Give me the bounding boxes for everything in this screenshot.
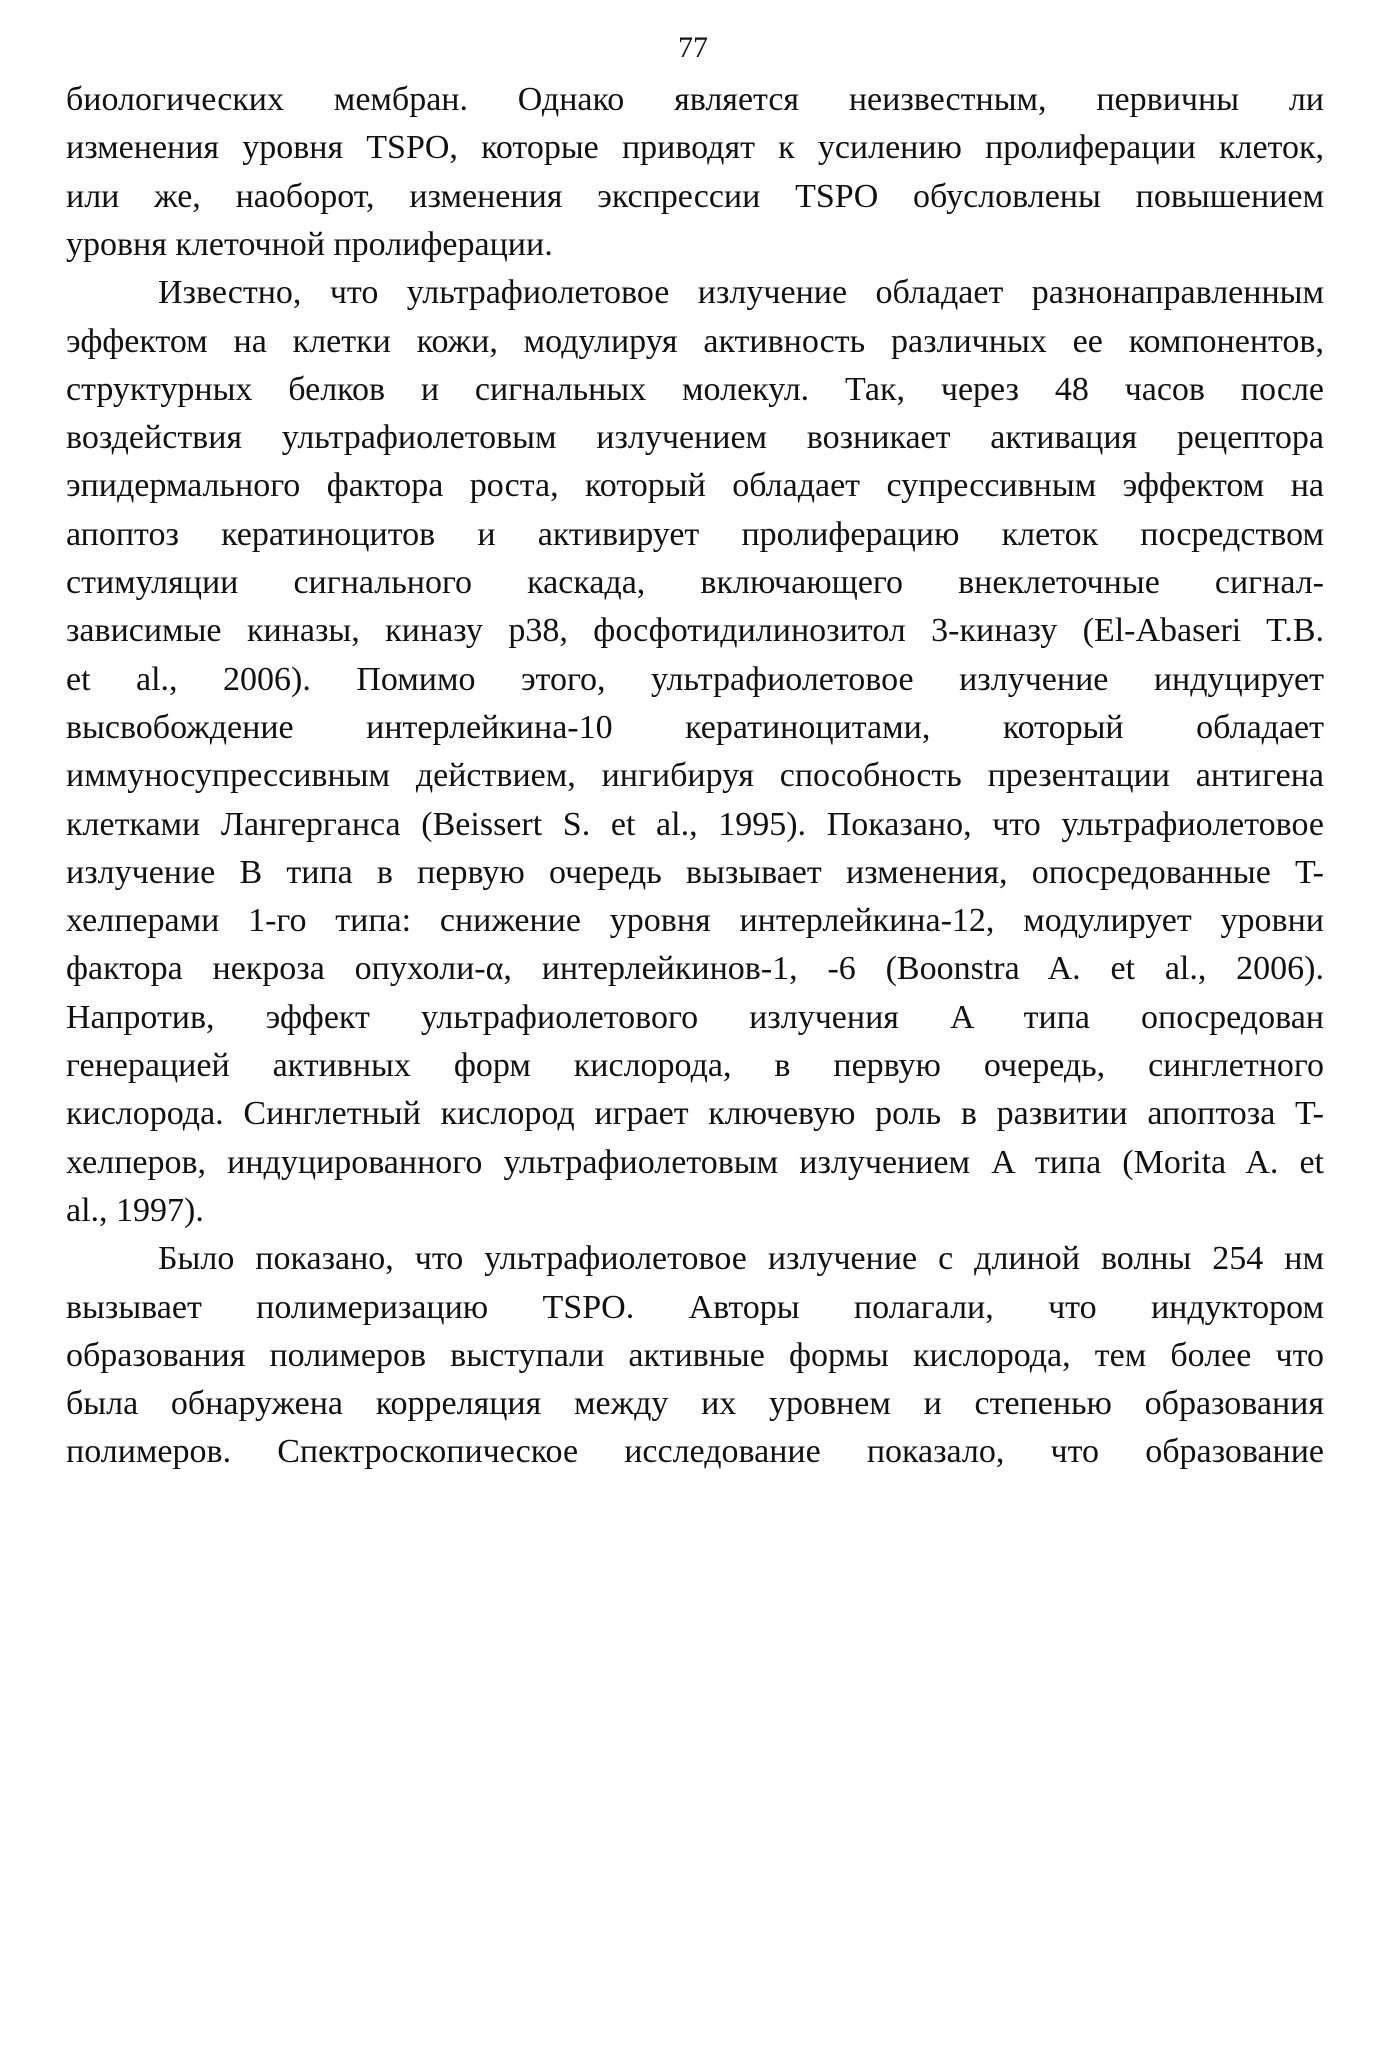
text-line: Напротив, эффект ультрафиолетового излучения A типа опосредован (66, 998, 1324, 1036)
text-line: клетками Лангерганса (Beissert S. et al., 1995). Показано, что ультрафиолетовое (66, 805, 1324, 843)
text-line: al., 1997). (66, 1191, 204, 1229)
text-line: апоптоз кератиноцитов и активирует пролиферацию клеток посредством (66, 515, 1324, 553)
text-line: кислорода. Синглетный кислород играет ключевую роль в развитии апоптоза T- (66, 1095, 1324, 1133)
text-line: вызывает полимеризацию TSPO. Авторы полагали, что индуктором (66, 1288, 1324, 1326)
text-line: эпидермального фактора роста, который обладает супрессивным эффектом на (66, 467, 1324, 505)
text-line: или же, наоборот, изменения экспрессии TSPO обусловлены повышением (66, 177, 1324, 215)
text-line: зависимые киназы, киназу p38, фосфотидилинозитол 3-киназу (El-Abaseri T.B. (66, 612, 1324, 650)
text-line: была обнаружена корреляция между их уровнем и степенью образования (66, 1385, 1324, 1423)
text-line: фактора некроза опухоли-α, интерлейкинов-1, -6 (Boonstra A. et al., 2006). (66, 950, 1324, 988)
text-line: Известно, что ультрафиолетовое излучение обладает разнонаправленным (158, 274, 1324, 312)
text-line: хелперов, индуцированного ультрафиолетовым излучением A типа (Morita A. et (66, 1143, 1324, 1181)
text-line: уровня клеточной пролиферации. (66, 225, 553, 263)
text-line: излучение B типа в первую очередь вызывает изменения, опосредованные T- (66, 853, 1324, 891)
text-line: воздействия ультрафиолетовым излучением возникает активация рецептора (66, 419, 1324, 457)
text-line: генерацией активных форм кислорода, в первую очередь, синглетного (66, 1047, 1324, 1084)
text-line: et al., 2006). Помимо этого, ультрафиолетовое излучение индуцирует (66, 660, 1324, 698)
text-line: образования полимеров выступали активные формы кислорода, тем более что (66, 1336, 1324, 1374)
text-line: стимуляции сигнального каскада, включающего внеклеточные сигнал- (66, 564, 1324, 601)
text-line: иммуносупрессивным действием, ингибируя способность презентации антигена (66, 757, 1324, 795)
page-number: 77 (678, 31, 708, 64)
text-line: биологических мембран. Однако является неизвестным, первичны ли (66, 81, 1324, 118)
text-line: эффектом на клетки кожи, модулируя активность различных ее компонентов, (66, 322, 1324, 360)
text-line: полимеров. Спектроскопическое исследование показало, что образование (66, 1433, 1324, 1471)
text-line: хелперами 1-го типа: снижение уровня интерлейкина-12, модулирует уровни (66, 902, 1324, 940)
text-line: высвобождение интерлейкина-10 кератиноцитами, который обладает (66, 708, 1324, 746)
text-line: изменения уровня TSPO, которые приводят к усилению пролиферации клеток, (66, 129, 1324, 167)
text-line: структурных белков и сигнальных молекул. Так, через 48 часов после (66, 370, 1324, 408)
text-line: Было показано, что ультрафиолетовое излучение с длиной волны 254 нм (158, 1240, 1324, 1278)
